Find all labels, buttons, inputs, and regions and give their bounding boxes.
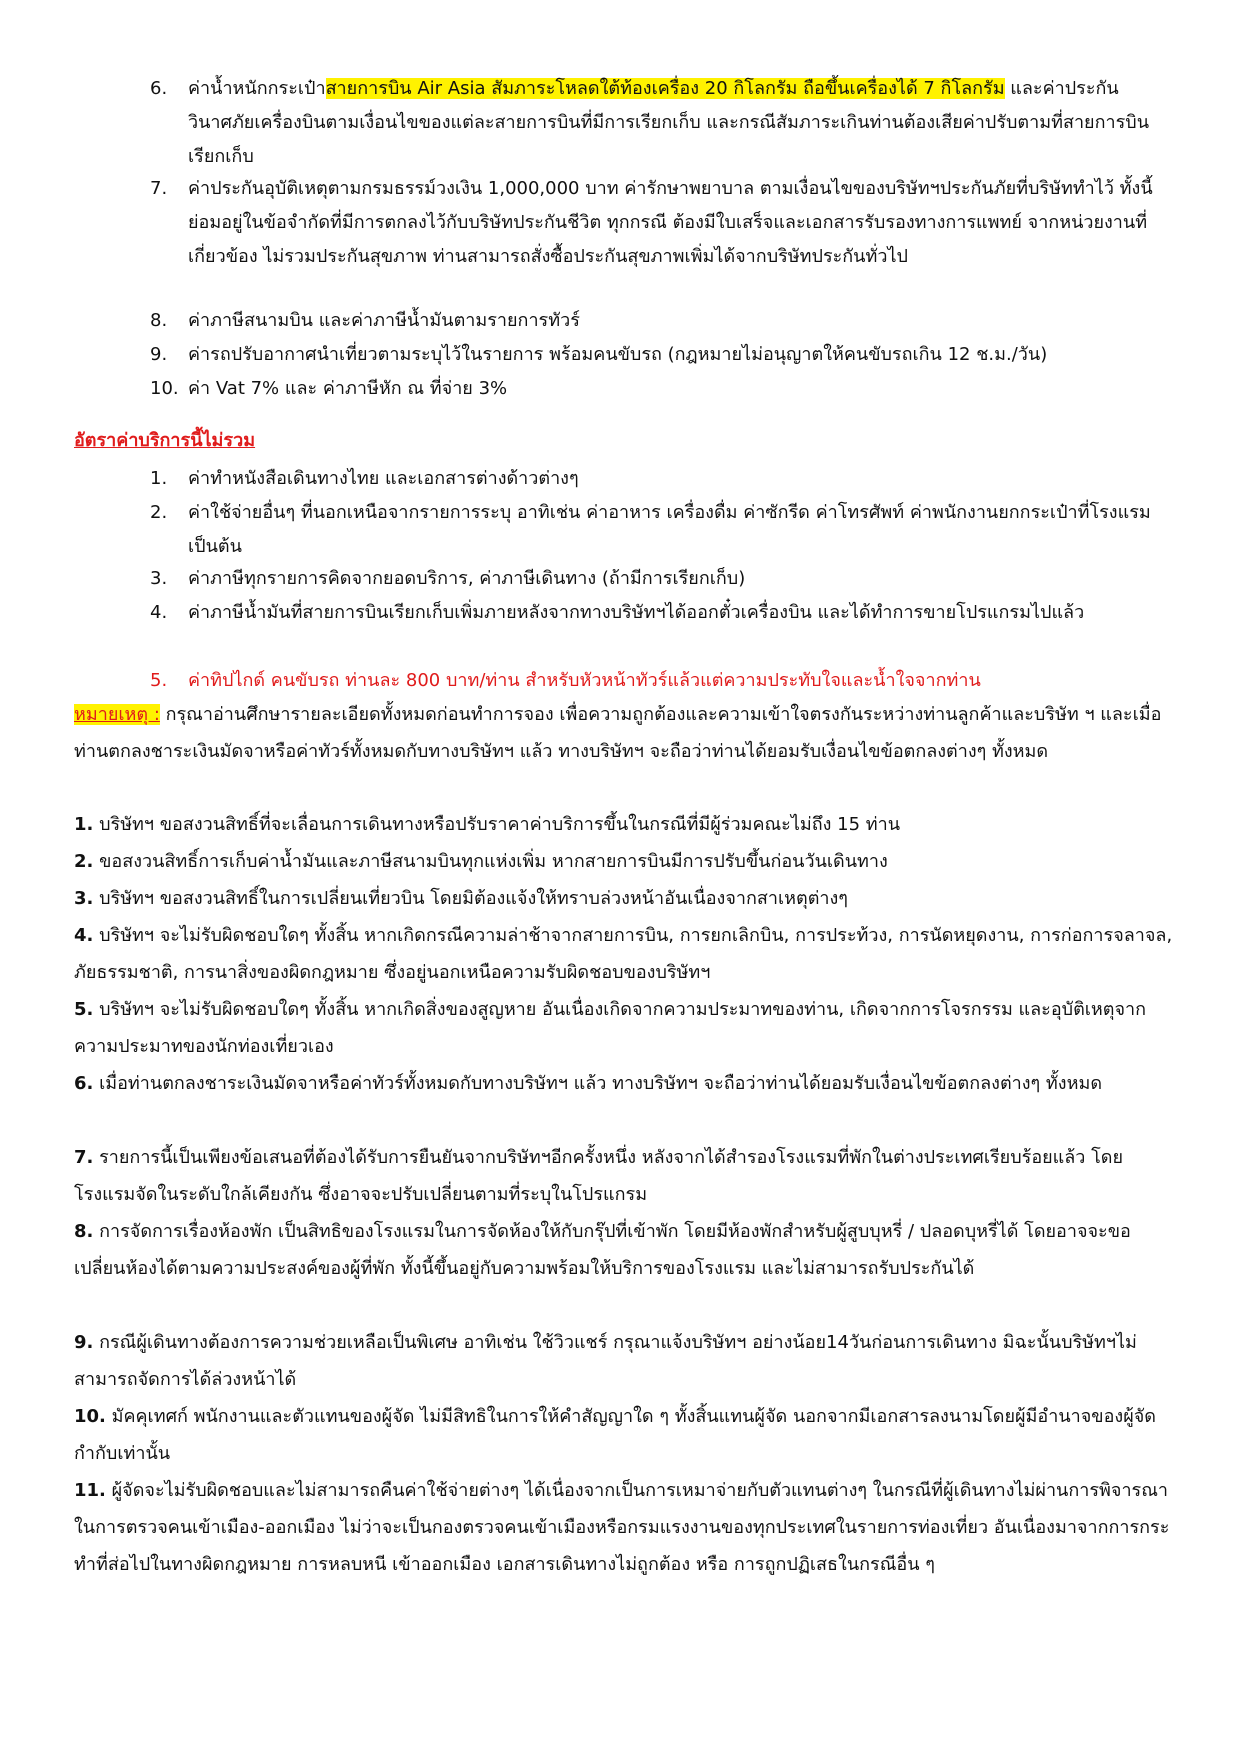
condition-7: 7. รายการนี้เป็นเพียงข้อเสนอที่ต้องได้รับการยืนยันจากบริษัทฯอีกครั้งหนึ่ง หลังจากได้สำรองโรงแรมที่พักในต่างประเทศเรียบร้อยแล้ว โดยโรงแรมจัดในระดับใกล้เคียงกัน ซึ่งอาจจะปรับเปลี่ยนตามที่ระบุในโปรแกรม	[74, 1147, 1124, 1205]
condition-1: 1. บริษัทฯ ขอสงวนสิทธิ์ที่จะเลื่อนการเดินทางหรือปรับราคาค่าบริการขึ้นในกรณีที่มีผู้ร่วมคณะไม่ถึง 15 ท่าน	[74, 814, 901, 835]
item-text: ค่า Vat 7% และ ค่าภาษีหัก ณ ที่จ่าย 3%	[188, 378, 508, 399]
item-number: 4.	[150, 602, 168, 623]
excluded-item-3	[150, 562, 1170, 596]
item-number: 2.	[150, 502, 168, 523]
condition-10: 10. มัคคุเทศก์ พนักงานและตัวแทนของผู้จัด ไม่มีสิทธิในการให้คำสัญญาใด ๆ ทั้งสิ้นแทนผู้จัด นอกจากมีเอกสารลงนามโดยผู้มีอำนาจของผู้จัดกำกับเท่านั้น	[74, 1406, 1156, 1464]
included-item-10	[150, 372, 1170, 406]
item-text: ค่าภาษีทุกรายการคิดจากยอดบริการ, ค่าภาษีเดินทาง (ถ้ามีการเรียกเก็บ)	[188, 568, 746, 589]
condition-9: 9. กรณีผู้เดินทางต้องการความช่วยเหลือเป็นพิเศษ อาทิเช่น ใช้วิวแชร์ กรุณาแจ้งบริษัทฯ อย่างน้อย14วันก่อนการเดินทาง มิฉะนั้นบริษัทฯไม่สามารถจัดการได้ล่วงหน้าได้	[74, 1332, 1137, 1390]
condition-3: 3. บริษัทฯ ขอสงวนสิทธิ์ในการเปลี่ยนเที่ยวบิน โดยมิต้องแจ้งให้ทราบล่วงหน้าอันเนื่องจากสาเหตุต่างๆ	[74, 888, 848, 909]
included-item-9	[150, 338, 1170, 372]
item-number: 1.	[150, 468, 168, 489]
note-text: กรุณาอ่านศึกษารายละเอียดทั้งหมดก่อนทำการจอง เพื่อความถูกต้องและความเข้าใจตรงกันระหว่างท่านลูกค้าและบริษัท ฯ และเมื่อท่านตกลงชาระเงินมัดจาหรือค่าทัวร์ทั้งหมดกับทางบริษัทฯ แล้ว ทางบริษัทฯ จะถือว่าท่านได้ยอมรับเงื่อนไขข้อตกลงต่างๆ ทั้งหมด	[74, 704, 1162, 762]
included-item-8	[150, 304, 1170, 338]
included-item-6	[150, 72, 1170, 174]
item-number: 10.	[150, 378, 179, 399]
condition-4: 4. บริษัทฯ จะไม่รับผิดชอบใดๆ ทั้งสิ้น หากเกิดกรณีความล่าช้าจากสายการบิน, การยกเลิกบิน, การประท้วง, การนัดหยุดงาน, การก่อการจลาจล, ภัยธรรมชาติ, การนาสิ่งของผิดกฎหมาย ซึ่งอยู่นอกเหนือความรับผิดชอบของบริษัทฯ	[74, 925, 1173, 983]
item-text: ค่าทิปไกด์ คนขับรถ ท่านละ 800 บาท/ท่าน สำหรับหัวหน้าทัวร์แล้วแต่ความประทับใจและน้ำใจจากท่าน	[188, 670, 981, 691]
item-text: ค่าใช้จ่ายอื่นๆ ที่นอกเหนือจากรายการระบุ อาทิเช่น ค่าอาหาร เครื่องดื่ม ค่าซักรีด ค่าโทรศัพท์ ค่าพนักงานยกกระเป๋าที่โรงแรม เป็นต้น	[188, 502, 1151, 557]
condition-2: 2. ขอสงวนสิทธิ์การเก็บค่าน้ำมันและภาษีสนามบินทุกแห่งเพิ่ม หากสายการบินมีการปรับขึ้นก่อนวันเดินทาง	[74, 851, 888, 872]
item-text: ค่าทำหนังสือเดินทางไทย และเอกสารต่างด้าวต่างๆ	[188, 468, 579, 489]
excluded-item-4	[150, 596, 1170, 630]
highlight-baggage: สายการบิน Air Asia สัมภาระโหลดใต้ท้องเครื่อง 20 กิโลกรัม ถือขึ้นเครื่องได้ 7 กิโลกรัม	[325, 78, 1005, 99]
excluded-item-5	[150, 664, 1170, 698]
item-number: 5.	[150, 670, 168, 691]
item-number: 9.	[150, 344, 168, 365]
item-text: ค่าภาษีสนามบิน และค่าภาษีน้ำมันตามรายการทัวร์	[188, 310, 580, 331]
item-number: 8.	[150, 310, 168, 331]
condition-11: 11. ผู้จัดจะไม่รับผิดชอบและไม่สามารถคืนค่าใช้จ่ายต่างๆ ได้เนื่องจากเป็นการเหมาจ่ายกับตัวแทนต่างๆ ในกรณีที่ผู้เดินทางไม่ผ่านการพิจารณาในการตรวจคนเข้าเมือง-ออกเมือง ไม่ว่าจะเป็นกองตรวจคนเข้าเมืองหรือกรมแรงงานของทุกประเทศในรายการท่องเที่ยว อันเนื่องมาจากการกระทำที่ส่อไปในทางผิดกฎหมาย การหลบหนี เข้าออกเมือง เอกสารเดินทางไม่ถูกต้อง หรือ การถูกปฏิเสธในกรณีอื่น ๆ	[74, 1480, 1170, 1575]
item-text: ค่าภาษีน้ำมันที่สายการบินเรียกเก็บเพิ่มภายหลังจากทางบริษัทฯได้ออกตั๋วเครื่องบิน และได้ทำการขายโปรแกรมไปแล้ว	[188, 602, 1085, 623]
condition-6: 6. เมื่อท่านตกลงชาระเงินมัดจาหรือค่าทัวร์ทั้งหมดกับทางบริษัทฯ แล้ว ทางบริษัทฯ จะถือว่าท่านได้ยอมรับเงื่อนไขข้อตกลงต่างๆ ทั้งหมด	[74, 1073, 1103, 1094]
excluded-item-2	[150, 496, 1170, 564]
item-text: ค่าน้ำหนักกระเป๋าสายการบิน Air Asia สัมภาระโหลดใต้ท้องเครื่อง 20 กิโลกรัม ถือขึ้นเครื่องได้ 7 กิโลกรัม และค่าประกันวินาศภัยเครื่องบินตามเงื่อนไขของแต่ละสายการบินที่มีการเรียกเก็บ และกรณีสัมภาระเกินท่านต้องเสียค่าปรับตามที่สายการบินเรียกเก็บ	[188, 78, 1150, 167]
excluded-section-title: อัตราค่าบริการนี้ไม่รวม	[74, 430, 256, 451]
item-text: ค่าประกันอุบัติเหตุตามกรมธรรม์วงเงิน 1,000,000 บาท ค่ารักษาพยาบาล ตามเงื่อนไขของบริษัทฯประกันภัยที่บริษัททำไว้ ทั้งนี้ย่อมอยู่ในข้อจำกัดที่มีการตกลงไว้กับบริษัทประกันชีวิต ทุกกรณี ต้องมีใบเสร็จและเอกสารรับรองทางการแพทย์ จากหน่วยงานที่เกี่ยวข้อง ไม่รวมประกันสุขภาพ ท่านสามารถสั่งซื้อประกันสุขภาพเพิ่มได้จากบริษัทประกันทั่วไป	[188, 178, 1153, 267]
item-number: 3.	[150, 568, 168, 589]
note-paragraph	[74, 696, 1174, 770]
condition-5: 5. บริษัทฯ จะไม่รับผิดชอบใดๆ ทั้งสิ้น หากเกิดสิ่งของสูญหาย อันเนื่องเกิดจากความประมาทของท่าน, เกิดจากการโจรกรรม และอุบัติเหตุจากความประมาทของนักท่องเที่ยวเอง	[74, 999, 1147, 1057]
item-number: 6.	[150, 78, 168, 99]
excluded-item-1	[150, 462, 1170, 496]
note-label: หมายเหตุ :	[74, 704, 160, 725]
included-item-7	[150, 172, 1170, 274]
condition-8: 8. การจัดการเรื่องห้องพัก เป็นสิทธิของโรงแรมในการจัดห้องให้กับกรุ๊ปที่เข้าพัก โดยมีห้องพักสำหรับผู้สูบบุหรี่ / ปลอดบุหรี่ได้ โดยอาจจะขอเปลี่ยนห้องได้ตามความประสงค์ของผู้ที่พัก ทั้งนี้ขึ้นอยู่กับความพร้อมให้บริการของโรงแรม และไม่สามารถรับประกันได้	[74, 1221, 1131, 1279]
item-number: 7.	[150, 178, 168, 199]
item-text: ค่ารถปรับอากาศนำเที่ยวตามระบุไว้ในรายการ พร้อมคนขับรถ (กฎหมายไม่อนุญาตให้คนขับรถเกิน 12 ช.ม./วัน)	[188, 344, 1048, 365]
